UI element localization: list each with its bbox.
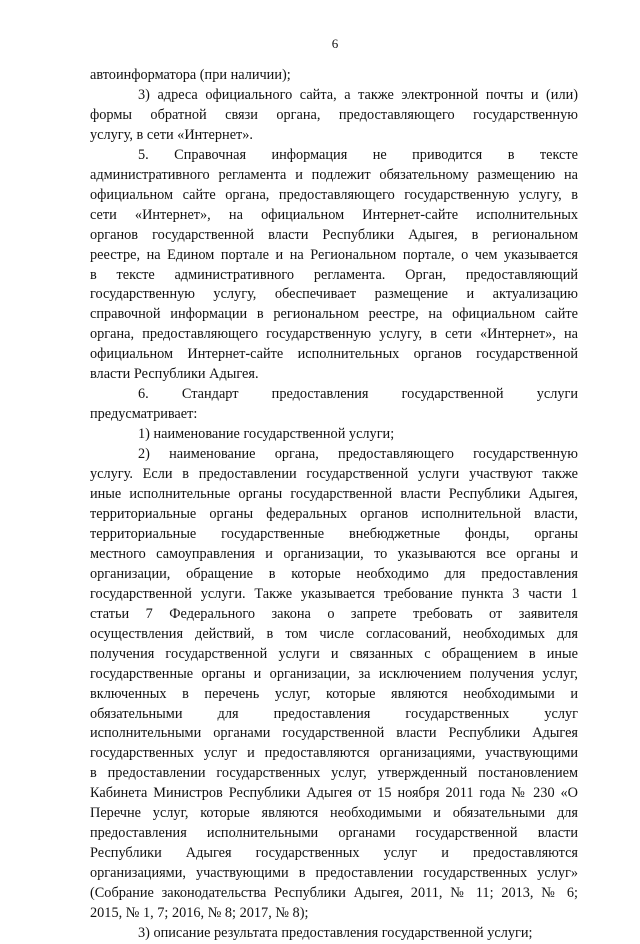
text-line: услугу. Если в предоставлении государственной услуги участвуют также xyxy=(90,466,578,483)
text-line: справочной информации в региональном реестре, на официальном сайте xyxy=(90,306,578,323)
page-number: 6 xyxy=(331,36,339,51)
text-line: местного самоуправления и организации, то указываются все органы и xyxy=(90,545,578,562)
text-line: 5. Справочная информация не приводится в тексте xyxy=(138,146,578,163)
text-line: иные исполнительные органы государственной власти Республики Адыгея, xyxy=(90,486,578,503)
text-line: государственной услуги. Также указывается требование пункта 3 части 1 xyxy=(90,585,578,602)
text-line: официальном сайте органа, предоставляющего государственную услугу, в xyxy=(90,186,578,203)
text-line: власти Республики Адыгея. xyxy=(90,366,259,383)
text-line: обязательными для предоставления государственных услуг xyxy=(90,705,578,722)
text-line: услугу, в сети «Интернет». xyxy=(90,126,254,143)
text-line: в тексте административного регламента. Орган, предоставляющий xyxy=(90,266,578,283)
text-line: 2) наименование органа, предоставляющего государственную xyxy=(138,446,578,463)
text-line: статьи 7 Федерального закона о запрете требовать от заявителя xyxy=(90,605,578,622)
text-line: получения государственной услуги и связанных с обращением в иные xyxy=(90,645,578,662)
text-line: государственные органы и организации, за исключением получения услуг, xyxy=(90,665,578,682)
text-line: (Собрание законодательства Республики Адыгея, 2011, № 11; 2013, № 6; xyxy=(90,885,578,902)
text-line: предоставления исполнительными органами государственной власти xyxy=(90,825,578,842)
text-line: территориальные органы федеральных органов исполнительной власти, xyxy=(90,505,578,522)
text-line: реестре, на Едином портале и на Региональном портале, о чем указывается xyxy=(90,246,578,263)
text-line: государственных услуг и предоставляются организациями, участвующими xyxy=(90,745,578,762)
text-line: 3) адреса официального сайта, а также электронной почты и (или) xyxy=(138,86,578,103)
text-line: официальном Интернет-сайте исполнительных органов государственной xyxy=(90,346,578,363)
text-line: 1) наименование государственной услуги; xyxy=(138,426,395,443)
text-line: Перечне услуг, которые являются необходимыми и обязательными для xyxy=(90,805,578,822)
text-line: в предоставлении государственных услуг, утвержденный постановлением xyxy=(90,765,578,782)
text-line: формы обратной связи органа, предоставляющего государственную xyxy=(90,106,578,123)
text-line: организациями, участвующими в предоставлении государственных услуг» xyxy=(90,865,578,882)
text-line: исполнительными органами государственной власти Республики Адыгея xyxy=(90,725,578,742)
text-line: сети «Интернет», на официальном Интернет-сайте исполнительных xyxy=(90,206,578,223)
text-line: органа, предоставляющего государственную услугу, в сети «Интернет», на xyxy=(90,326,578,343)
text-line: 6. Стандарт предоставления государственной услуги xyxy=(138,386,578,403)
text-line: территориальные государственные внебюджетные фонды, органы xyxy=(90,525,578,542)
text-line: Кабинета Министров Республики Адыгея от 15 ноября 2011 года № 230 «О xyxy=(90,785,578,802)
text-line: Республики Адыгея государственных услуг и предоставляются xyxy=(90,845,578,862)
text-line: организации, обращение в которые необходимо для предоставления xyxy=(90,565,578,582)
text-line: включенных в перечень услуг, которые являются необходимыми и xyxy=(90,685,578,702)
text-line: 3) описание результата предоставления государственной услуги; xyxy=(138,924,533,941)
text-line: предусматривает: xyxy=(90,406,198,423)
text-line: 2015, № 1, 7; 2016, № 8; 2017, № 8); xyxy=(90,905,309,922)
text-line: государственную услугу, обеспечивает размещение и актуализацию xyxy=(90,286,578,303)
text-line: административного регламента и подлежит обязательному размещению на xyxy=(90,166,578,183)
text-line: осуществления действий, в том числе согласований, необходимых для xyxy=(90,625,578,642)
text-line: органов государственной власти Республики Адыгея, в региональном xyxy=(90,226,578,243)
text-line: автоинформатора (при наличии); xyxy=(90,67,291,83)
document-body xyxy=(90,66,578,944)
